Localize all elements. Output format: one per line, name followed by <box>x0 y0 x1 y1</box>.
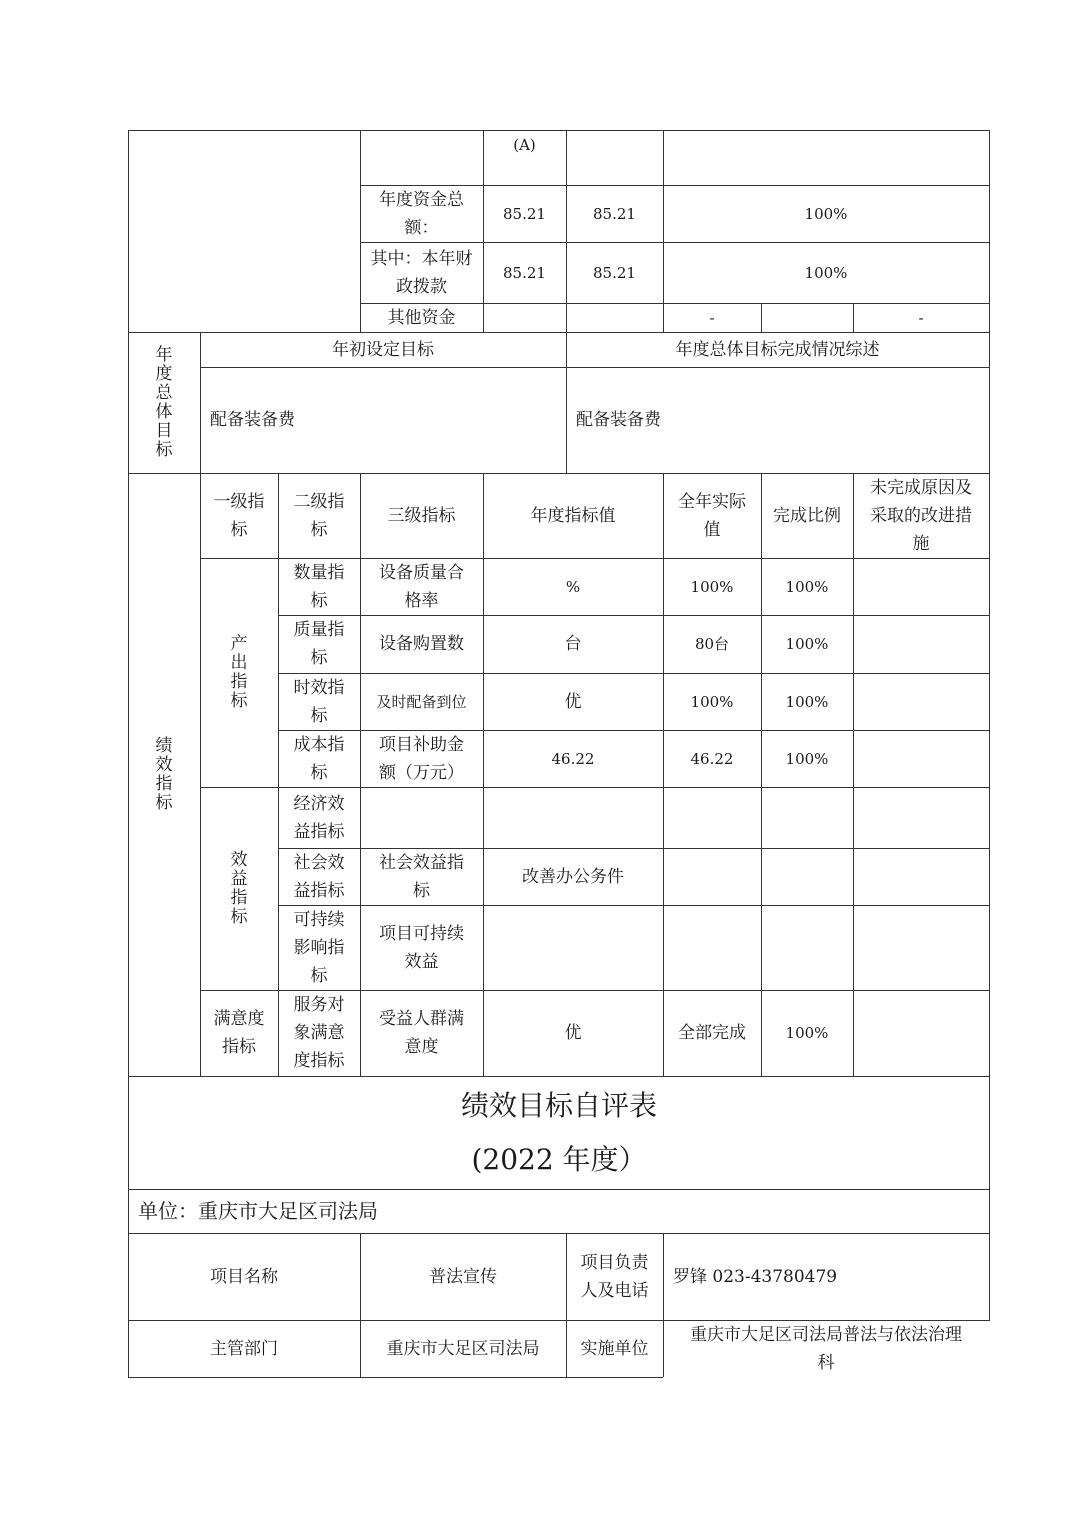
row-level3: 项目可持续 效益 <box>379 923 464 972</box>
row-level3: 及时配备到位 <box>376 692 467 711</box>
row-actual: 全部完成 <box>678 1023 746 1043</box>
funds-total-actual: 85.21 <box>593 204 636 223</box>
row-level2: 社会效 益指标 <box>293 852 345 901</box>
amount-label-a: (A) <box>513 136 536 154</box>
side-char: 度 <box>155 363 173 384</box>
header-level1: 一级指 标 <box>213 491 265 540</box>
row-level2: 成本指 标 <box>293 734 345 783</box>
form-unit: 单位：重庆市大足区司法局 <box>138 1199 378 1223</box>
side-char: 总 <box>155 382 173 403</box>
group-char: 益 <box>230 868 248 889</box>
row-level2: 服务对 象满意 度指标 <box>293 995 345 1071</box>
header-level2: 二级指 标 <box>293 491 345 540</box>
header-level3: 三级指标 <box>387 505 456 526</box>
side-char: 效 <box>155 754 173 775</box>
row-level2: 时效指 标 <box>293 677 345 726</box>
satisfaction-indicator-label: 满意度 指标 <box>213 1009 265 1057</box>
funds-fiscal-actual: 85.21 <box>593 263 636 282</box>
group-char: 效 <box>230 849 248 870</box>
row-target: 优 <box>564 691 582 712</box>
row-target: % <box>565 577 581 596</box>
funds-fiscal-budget: 85.21 <box>503 263 546 282</box>
row-ratio: 100% <box>785 577 829 596</box>
row-actual: 100% <box>690 577 734 596</box>
row-level3: 社会效益指 标 <box>379 852 464 901</box>
side-char: 体 <box>155 401 173 422</box>
initial-goal-value: 配备装备费 <box>210 410 295 430</box>
row-level3: 受益人群满 意度 <box>379 1009 464 1057</box>
row-level3: 项目补助金 额（万元） <box>379 734 464 783</box>
group-char: 标 <box>230 690 248 711</box>
benefit-indicator-label <box>200 787 278 990</box>
row-target: 优 <box>564 1023 582 1043</box>
row-level3: 设备购置数 <box>379 634 464 654</box>
side-char: 绩 <box>155 735 173 756</box>
project-name-label: 项目名称 <box>210 1266 278 1287</box>
owner-value: 罗锋 023-43780479 <box>673 1266 838 1287</box>
group-char: 产 <box>230 633 248 654</box>
side-char: 指 <box>155 773 173 794</box>
row-ratio: 100% <box>785 635 829 653</box>
dept-value: 重庆市大足区司法局 <box>386 1338 540 1359</box>
col-line <box>853 473 854 1076</box>
group-char: 指 <box>230 671 248 692</box>
row-ratio: 100% <box>785 692 829 711</box>
group-char: 标 <box>230 906 248 927</box>
row-line <box>128 1377 663 1378</box>
goal-summary-header: 年度总体目标完成情况综述 <box>675 339 880 360</box>
row-level3: 设备质量合 格率 <box>379 562 464 611</box>
output-indicator-label <box>200 558 278 787</box>
row-ratio: 100% <box>785 1024 829 1042</box>
initial-goal-header: 年初设定目标 <box>332 339 434 360</box>
header-ratio: 完成比例 <box>773 505 841 526</box>
row-actual: 46.22 <box>690 749 734 768</box>
goals-side-label <box>128 332 200 473</box>
row-level2: 可持续 影响指 标 <box>293 909 345 986</box>
group-char: 出 <box>230 652 248 673</box>
col-line <box>761 303 762 332</box>
row-line <box>128 1076 990 1077</box>
header-reason: 未完成原因及 采取的改进措 施 <box>870 477 972 554</box>
funds-total-label: 年度资金总 额： <box>379 189 464 238</box>
header-actual: 全年实际 值 <box>678 491 746 540</box>
funds-total-budget: 85.21 <box>503 204 546 223</box>
row-level2: 数量指 标 <box>293 562 345 611</box>
funds-other-dash: - <box>918 308 924 327</box>
header-target: 年度指标值 <box>530 505 616 526</box>
dept-label: 主管部门 <box>210 1338 278 1359</box>
goal-summary-value: 配备装备费 <box>576 410 661 430</box>
row-actual: 80台 <box>694 635 730 653</box>
project-name-value: 普法宣传 <box>429 1266 497 1287</box>
funds-other-label: 其他资金 <box>387 307 456 328</box>
perf-side-label <box>128 473 200 1076</box>
row-target: 改善办公务件 <box>522 866 624 887</box>
form-year: (2022 年度） <box>471 1143 647 1176</box>
funds-other-dash: - <box>709 308 715 327</box>
form-title: 绩效目标自评表 <box>460 1089 657 1122</box>
funds-fiscal-label: 其中：本年财 政拨款 <box>370 248 473 297</box>
row-level2: 经济效 益指标 <box>293 793 345 842</box>
side-char: 标 <box>155 792 173 813</box>
funds-total-rate: 100% <box>804 204 848 223</box>
row-level2: 质量指 标 <box>293 620 345 668</box>
funds-fiscal-rate: 100% <box>804 263 848 282</box>
side-char: 标 <box>155 439 173 460</box>
side-char: 目 <box>155 420 173 441</box>
impl-value: 重庆市大足区司法局普法与依法治理 科 <box>690 1324 962 1373</box>
impl-label: 实施单位 <box>580 1338 649 1359</box>
side-char: 年 <box>155 344 173 365</box>
row-ratio: 100% <box>785 749 829 768</box>
group-char: 指 <box>230 887 248 908</box>
owner-label: 项目负责 人及电话 <box>580 1252 649 1301</box>
row-target: 台 <box>564 634 582 654</box>
row-target: 46.22 <box>551 749 595 768</box>
row-actual: 100% <box>690 692 734 711</box>
